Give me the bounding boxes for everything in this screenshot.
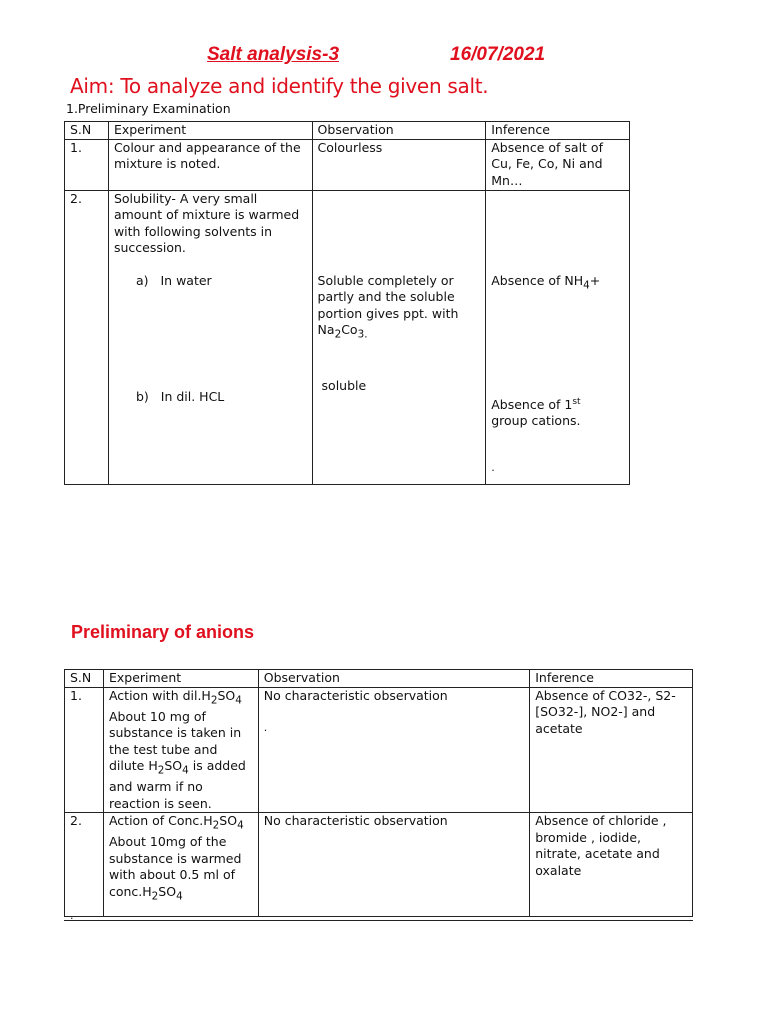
- row-inference: Absence of CO32-, S2- [SO32-], NO2-] and acetate: [530, 687, 693, 813]
- header-inference: Inference: [486, 122, 630, 140]
- inference-water: Absence of $NH_4+$: [491, 272, 601, 291]
- row-sn: 2.: [65, 190, 109, 484]
- sub-marker: a): [135, 272, 149, 288]
- row-sn: 1.: [65, 687, 104, 813]
- table-row: [65, 139, 630, 190]
- footer-dot: .: [70, 909, 74, 922]
- stray-dot: .: [263, 721, 268, 734]
- table-row: [65, 813, 693, 917]
- row-observation: No characteristic observation .: [258, 687, 529, 813]
- header-observation: Observation: [312, 122, 486, 140]
- table-row: [65, 190, 630, 484]
- row-inference: [486, 190, 630, 484]
- aim-statement: Aim: To analyze and identify the given salt.: [70, 74, 489, 98]
- table-row: [65, 687, 693, 813]
- solubility-description: Solubility- A very small amount of mixture is warmed with following solvents in succession.: [113, 190, 300, 255]
- anions-table: [64, 669, 693, 917]
- row-inference: Absence of salt of Cu, Fe, Co, Ni and Mn…: [486, 139, 630, 190]
- row-observation: Colourless: [312, 139, 486, 190]
- sub-text: In dil. HCL: [160, 389, 225, 404]
- sub-marker: b): [135, 389, 149, 404]
- observation-hcl: soluble: [321, 378, 367, 393]
- row-sn: 1.: [65, 139, 109, 190]
- sub-item-water: [114, 273, 307, 290]
- row-observation: No characteristic observation: [258, 813, 529, 917]
- sub-item-hcl: [114, 389, 307, 406]
- header-sn: S.N: [65, 122, 109, 140]
- row-inference: Absence of chloride , bromide , iodide, nitrate, acetate and oxalate: [530, 813, 693, 917]
- header-observation: Observation: [258, 670, 529, 688]
- observation-water: Soluble completely or partly and the soluble portion gives ppt. with $Na_2Co_{3.}$: [317, 272, 459, 341]
- row-experiment: Action of $Conc.H_2SO_4$ About 10mg of the substance is warmed with about 0.5 ml of $conc.H_2SO_4$: [103, 813, 258, 917]
- inference-hcl: Absence of 1st group cations.: [491, 396, 581, 429]
- bottom-divider: [64, 920, 693, 921]
- anions-heading: Preliminary of anions: [71, 622, 255, 642]
- sub-text: In water: [160, 272, 212, 288]
- table-header-row: [65, 670, 693, 688]
- stray-dot: .: [491, 460, 495, 474]
- header-inference: Inference: [530, 670, 693, 688]
- table-header-row: [65, 122, 630, 140]
- header-sn: S.N: [65, 670, 104, 688]
- row-experiment: [108, 190, 312, 484]
- header-experiment: Experiment: [108, 122, 312, 140]
- row-experiment: Colour and appearance of the mixture is noted.: [108, 139, 312, 190]
- row-sn: 2.: [65, 813, 104, 917]
- header-experiment: Experiment: [103, 670, 258, 688]
- row-observation: [312, 190, 486, 484]
- row-experiment: Action with $dil.H_2SO_4$ About 10 mg of substance is taken in the test tube and dilute $H_2SO_4$ is added and warm if no reaction is seen.: [103, 687, 258, 813]
- document-date: 16/07/2021: [450, 44, 546, 65]
- document-title: Salt analysis-3: [207, 44, 340, 65]
- section-label-preliminary: 1.Preliminary Examination: [66, 101, 231, 116]
- preliminary-exam-table: [64, 121, 630, 485]
